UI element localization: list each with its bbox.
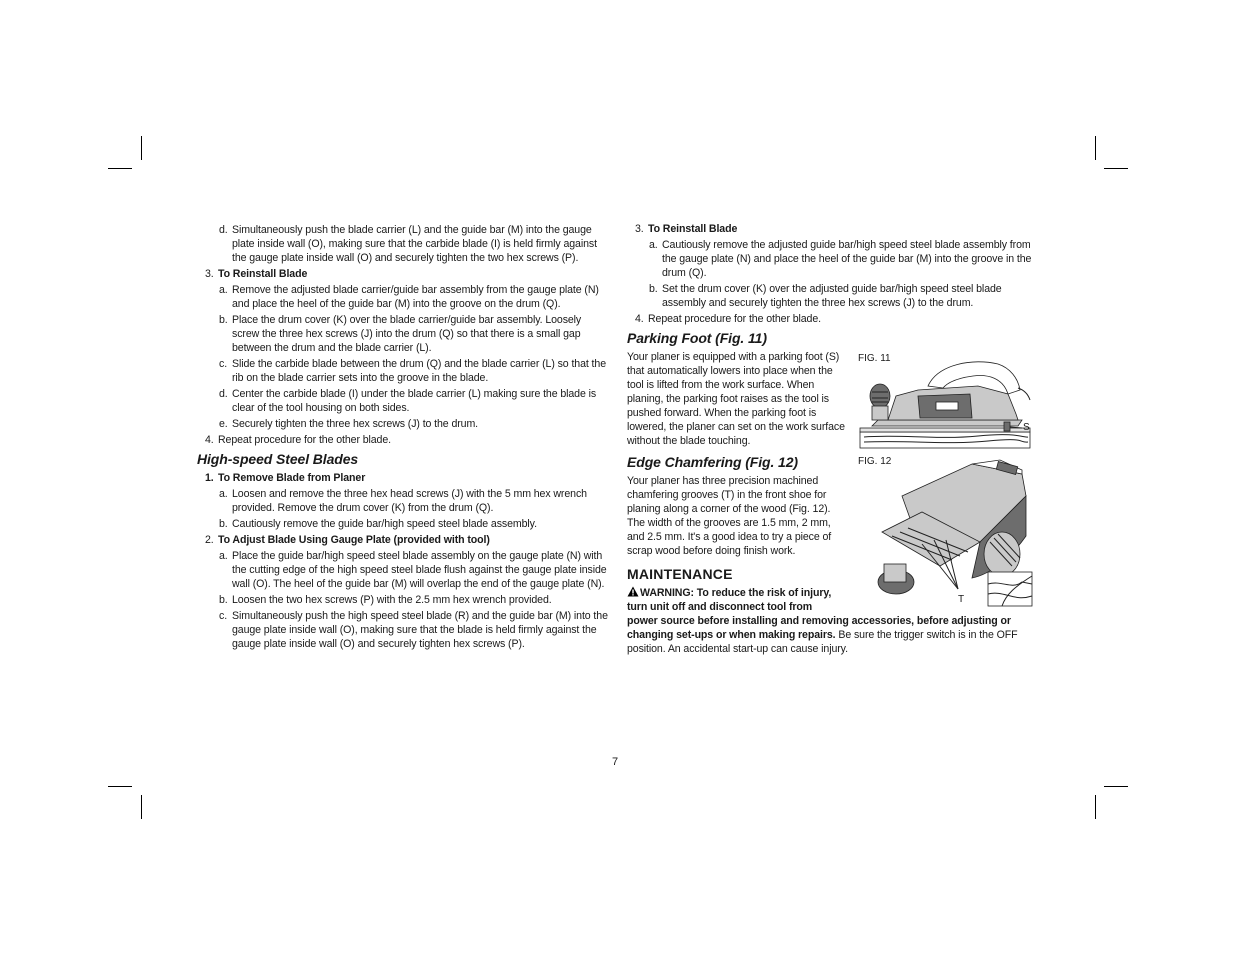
list-item: a. Place the guide bar/high speed steel blade assembly on the gauge plate (N) with the cutting edge of the high speed steel blade flush against the gauge plate inside wall (O). The heel of the guide bar (M) will overlap the end of the gauge plate (N). <box>219 550 607 590</box>
step-heading: 3. To Reinstall Blade <box>205 268 308 280</box>
list-item: c. Simultaneously push the high speed steel blade (R) and the guide bar (M) into the gauge plate inside wall (O), making sure that the blade is held firmly against the gauge plate inside wall (O) and securely tighten hex screws (P). <box>219 610 608 650</box>
fig12-planer-illustration <box>862 456 1034 608</box>
list-item: e. Securely tighten the three hex screws (J) to the drum. <box>219 418 479 430</box>
edge-chamfering-text: Your planer has three precision machined chamfering grooves (T) in the front shoe for planing along a corner of the wood (Fig. 12). The width of the grooves are 1.5 mm, 2 mm, and 2.5 mm. It's a good idea to try a piece of scrap wood before doing finish work. <box>627 475 832 557</box>
fig12-callout-t: T <box>958 594 965 605</box>
list-item: c. Slide the carbide blade between the drum (Q) and the blade carrier (L) so that the rib on the blade carrier sets into the groove in the blade. <box>219 358 606 384</box>
list-item: d. Simultaneously push the blade carrier (L) and the guide bar (M) into the gauge plate inside wall (O), making sure that the carbide blade (I) is held firmly against the gauge plate inside wall (O) and securely tighten the two hex screws (P). <box>219 224 597 264</box>
list-item: 4. Repeat procedure for the other blade. <box>205 434 391 446</box>
list-item: b. Set the drum cover (K) over the adjusted guide bar/high speed steel blade assembly and securely tighten the three hex screws (J) to the drum. <box>649 283 1002 309</box>
crop-mark <box>141 136 142 160</box>
crop-mark <box>141 795 142 819</box>
left-column <box>197 223 609 653</box>
section-heading-parking-foot: Parking Foot (Fig. 11) <box>627 330 767 346</box>
list-item: b. Loosen the two hex screws (P) with the 2.5 mm hex wrench provided. <box>219 594 552 606</box>
page-number: 7 <box>612 756 619 768</box>
warning-heading: WARNING: To reduce the risk of injury, turn unit off and disconnect tool from <box>627 587 832 613</box>
warning-triangle-icon <box>627 586 639 597</box>
list-item: b. Place the drum cover (K) over the blade carrier/guide bar assembly. Loosely screw the three hex screws (J) into the drum (Q) so that there is a small gap between the drum and the blade carrier (L). <box>219 314 582 354</box>
crop-mark <box>1095 795 1096 819</box>
list-item: b. Cautiously remove the guide bar/high speed steel blade assembly. <box>219 518 537 530</box>
crop-mark <box>1104 168 1128 169</box>
list-item: a. Cautiously remove the adjusted guide bar/high speed steel blade assembly from the gauge plate (N) and place the heel of the guide bar (M) into the groove in the drum (Q). <box>649 239 1032 279</box>
step-heading: 2. To Adjust Blade Using Gauge Plate (provided with tool) <box>205 534 490 546</box>
crop-mark <box>1104 786 1128 787</box>
fig11-label: FIG. 11 <box>858 353 891 364</box>
list-item: a. Remove the adjusted blade carrier/guide bar assembly from the gauge plate (N) and place the heel of the guide bar (M) into the groove on the drum (Q). <box>219 284 599 310</box>
step-heading: 3. To Reinstall Blade <box>635 223 738 235</box>
fig11-planer-illustration <box>858 356 1034 452</box>
list-item: 4. Repeat procedure for the other blade. <box>635 313 821 325</box>
list-item: a. Loosen and remove the three hex head screws (J) with the 5 mm hex wrench provided. Remove the drum cover (K) from the drum (Q). <box>219 488 587 514</box>
parking-foot-text: Your planer is equipped with a parking foot (S) that automatically lowers into place when the tool is lifted from the work surface. When planing, the parking foot raises as the tool is pushed forward. When the parking foot is lowered, the planer can set on the work surface without the blade touching. <box>627 351 845 447</box>
warning-text: power source before installing and removing accessories, before adjusting or changing set-ups or when making repairs. Be sure the trigger switch is in the OFF position. An accidental start-up can cause injury. <box>627 615 1018 655</box>
list-item: d. Center the carbide blade (I) under the blade carrier (L) making sure the blade is clear of the tool housing on both sides. <box>219 388 597 414</box>
fig12-label: FIG. 12 <box>858 456 892 467</box>
crop-mark <box>1095 136 1096 160</box>
section-heading-edge-chamfering: Edge Chamfering (Fig. 12) <box>627 454 798 470</box>
step-heading: 1. To Remove Blade from Planer <box>205 472 366 484</box>
crop-mark <box>108 786 132 787</box>
section-heading: High-speed Steel Blades <box>197 451 359 467</box>
section-heading-maintenance: MAINTENANCE <box>627 566 733 582</box>
fig11-callout-s: S <box>1023 422 1030 433</box>
crop-mark <box>108 168 132 169</box>
